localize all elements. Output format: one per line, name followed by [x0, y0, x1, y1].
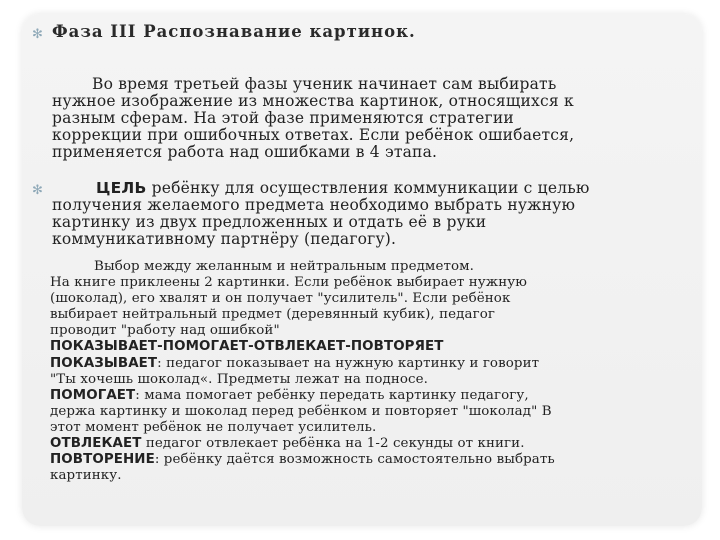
text-line: нужное изображение из множества картинок, относящихся к [52, 92, 574, 110]
goal-first-line [52, 180, 697, 197]
text-line: выбирает нейтральный предмет (деревянный кубик), педагог [50, 307, 495, 323]
step-text: педагог отвлекает ребёнка на 1-2 секунды от книги. [141, 436, 525, 452]
step-label: ПОКАЗЫВАЕТ [50, 355, 158, 371]
text-line: этот момент ребёнок не получает усилитель. [50, 419, 377, 435]
bullet-star-icon: ✻ [32, 183, 43, 198]
step-help [50, 388, 695, 404]
paragraph-goal [52, 180, 697, 248]
text-line: коммуникативному партнёру (педагогу). [52, 230, 397, 248]
step-text: : ребёнку даётся возможность самостоятельно выбрать [154, 452, 555, 468]
text-line: Во время третьей фазы ученик начинает сам выбирать [92, 75, 557, 93]
paragraph-choice [50, 259, 695, 484]
step-label: ПОВТОРЕНИЕ [50, 452, 155, 468]
steps-header: ПОКАЗЫВАЕТ-ПОМОГАЕТ-ОТВЛЕКАЕТ-ПОВТОРЯЕТ [50, 339, 444, 355]
step-text: : педагог показывает на нужную картинку и говорит [157, 355, 540, 371]
text-line: разным сферам. На этой фазе применяются стратегии [52, 109, 514, 127]
text-line: картинку. [50, 468, 122, 484]
step-text: : мама помогает ребёнку передать картинку педагогу, [135, 387, 529, 403]
text-line: картинку из двух предложенных и отдать её в руки [52, 213, 487, 231]
text-line: получения желаемого предмета необходимо выбрать нужную [52, 196, 576, 214]
text-line: На книге приклеены 2 картинки. Если ребёнок выбирает нужную [50, 275, 527, 291]
text-line: коррекции при ошибочных ответах. Если ребёнок ошибается, [52, 126, 575, 144]
text-line: применяется работа над ошибками в 4 этапа. [52, 143, 438, 161]
choice-intro: Выбор между желанным и нейтральным предметом. [94, 259, 475, 274]
step-repeat [50, 452, 695, 468]
goal-label: ЦЕЛЬ [96, 179, 147, 197]
step-show [50, 356, 695, 372]
text-line: (шоколад), его хвалят и он получает "усилитель". Если ребёнок [50, 291, 511, 307]
paragraph-phase-description [52, 76, 692, 161]
text-line: держа картинку и шоколад перед ребёнком и повторяет "шоколад" В [50, 403, 552, 419]
step-distract [50, 436, 695, 452]
text-line: ребёнку для осуществления коммуникации с целью [146, 179, 590, 197]
bullet-star-icon: ✻ [32, 27, 43, 42]
step-label: ПОМОГАЕТ [50, 387, 136, 403]
slide-title: Фаза III Распознавание картинок. [52, 22, 416, 41]
step-label: ОТВЛЕКАЕТ [50, 436, 142, 452]
text-line: "Ты хочешь шоколад«. Предметы лежат на подносе. [50, 371, 429, 387]
text-line: проводит "работу над ошибкой" [50, 323, 280, 339]
